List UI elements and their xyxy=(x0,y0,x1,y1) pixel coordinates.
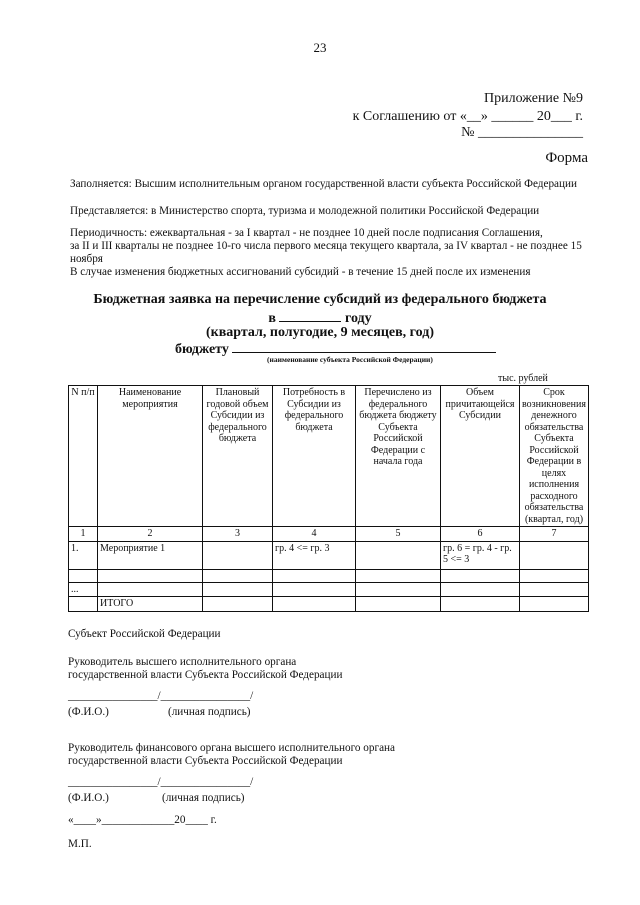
table-cell xyxy=(520,541,589,569)
total-label: ИТОГО xyxy=(98,597,203,612)
head2-signature-line: ________________/________________/ xyxy=(68,776,254,788)
header-cell: Перечислено из федерального бюджета бюджету Субъекта Российской Федерации с начала года xyxy=(356,386,441,527)
head2-title-line1: Руководитель финансового органа высшего исполнительного органа xyxy=(68,742,395,754)
date-line: «____»_____________20____ г. xyxy=(68,814,217,826)
appendix-title: Приложение №9 xyxy=(484,91,583,106)
table-cell xyxy=(273,597,356,612)
column-number: 2 xyxy=(98,527,203,542)
document-title: Бюджетная заявка на перечисление субсидий из федерального бюджета xyxy=(93,292,547,307)
table-header-row xyxy=(69,386,589,527)
table-cell: гр. 6 = гр. 4 - гр. 5 <= 3 xyxy=(441,541,520,569)
year-blank xyxy=(279,309,341,322)
table-cell xyxy=(441,582,520,597)
header-cell: Плановый годовой объем Субсидии из федерального бюджета xyxy=(203,386,273,527)
table-cell xyxy=(441,569,520,582)
submitted-to-text: Представляется: в Министерство спорта, туризма и молодежной политики Российской Федерации xyxy=(70,205,540,217)
table-cell: 1. xyxy=(69,541,98,569)
periodicity-line-4: В случае изменения бюджетных ассигнований субсидий - в течение 15 дней после их изменения xyxy=(70,266,531,278)
table-cell xyxy=(356,582,441,597)
column-number: 7 xyxy=(520,527,589,542)
table-cell: гр. 4 <= гр. 3 xyxy=(273,541,356,569)
periodicity-line-1: Периодичность: ежеквартальная - за I квартал - не позднее 10 дней после подписания Соглашения, xyxy=(70,227,543,239)
appendix-agreement-ref: к Соглашению от «__» ______ 20___ г. xyxy=(352,109,583,124)
head2-sign-caption: (личная подпись) xyxy=(162,792,245,804)
head1-title-line2: государственной власти Субъекта Российской Федерации xyxy=(68,669,343,681)
table-cell xyxy=(98,582,203,597)
title-year-word: году xyxy=(344,311,372,326)
title-in-word: в xyxy=(268,311,276,326)
table-row xyxy=(69,582,589,597)
head2-title-line2: государственной власти Субъекта Российской Федерации xyxy=(68,755,343,767)
budget-blank xyxy=(232,340,496,353)
budget-request-table xyxy=(68,385,589,612)
column-number: 4 xyxy=(273,527,356,542)
budget-word: бюджету xyxy=(175,342,229,357)
header-cell: Наименование мероприятия xyxy=(98,386,203,527)
table-cell xyxy=(203,597,273,612)
table-total-row xyxy=(69,597,589,612)
periodicity-line-3: ноября xyxy=(70,253,103,265)
header-cell: Объем причитающейся Субсидии xyxy=(441,386,520,527)
table-row xyxy=(69,541,589,569)
head2-fio-caption: (Ф.И.О.) xyxy=(68,792,109,804)
periodicity-line-2: за II и III кварталы не позднее 10-го числа первого месяца текущего квартала, за IV квартал - не позднее 15 xyxy=(70,240,582,252)
table-cell xyxy=(203,582,273,597)
head1-fio-caption: (Ф.И.О.) xyxy=(68,706,109,718)
column-number: 3 xyxy=(203,527,273,542)
filled-by-text: Заполняется: Высшим исполнительным органом государственной власти субъекта Российской Федерации xyxy=(70,178,577,190)
table-cell xyxy=(520,569,589,582)
table-cell xyxy=(98,569,203,582)
table-cell xyxy=(69,597,98,612)
table-cell xyxy=(203,569,273,582)
page-number: 23 xyxy=(313,40,327,55)
stamp-place: М.П. xyxy=(68,838,92,850)
table-cell xyxy=(356,569,441,582)
header-cell: Срок возникновения денежного обязательства Субъекта Российской Федерации в целях исполнения расходного обязательства (квартал, год) xyxy=(520,386,589,527)
header-cell: Потребность в Субсидии из федерального бюджета xyxy=(273,386,356,527)
table-cell xyxy=(273,569,356,582)
table-cell: Мероприятие 1 xyxy=(98,541,203,569)
table-cell xyxy=(203,541,273,569)
budget-caption: (наименование субъекта Российской Федерации) xyxy=(267,355,433,364)
table-cell xyxy=(273,582,356,597)
table-cell xyxy=(356,541,441,569)
document-title-period: (квартал, полугодие, 9 месяцев, год) xyxy=(205,325,435,340)
appendix-number: № _______________ xyxy=(461,125,583,140)
table-cell: ... xyxy=(69,582,98,597)
column-number-row xyxy=(69,527,589,542)
header-cell: N п/п xyxy=(69,386,98,527)
table-cell xyxy=(520,582,589,597)
form-label: Форма xyxy=(545,150,588,166)
table-cell xyxy=(69,569,98,582)
head1-sign-caption: (личная подпись) xyxy=(168,706,251,718)
column-number: 1 xyxy=(69,527,98,542)
head1-signature-line: ________________/________________/ xyxy=(68,690,254,702)
column-number: 5 xyxy=(356,527,441,542)
table-cell xyxy=(356,597,441,612)
column-number: 6 xyxy=(441,527,520,542)
table-cell xyxy=(441,597,520,612)
table-row xyxy=(69,569,589,582)
subject-label: Субъект Российской Федерации xyxy=(68,628,221,640)
table-cell xyxy=(520,597,589,612)
head1-title-line1: Руководитель высшего исполнительного органа xyxy=(68,656,297,668)
units-label: тыс. рублей xyxy=(498,373,548,384)
